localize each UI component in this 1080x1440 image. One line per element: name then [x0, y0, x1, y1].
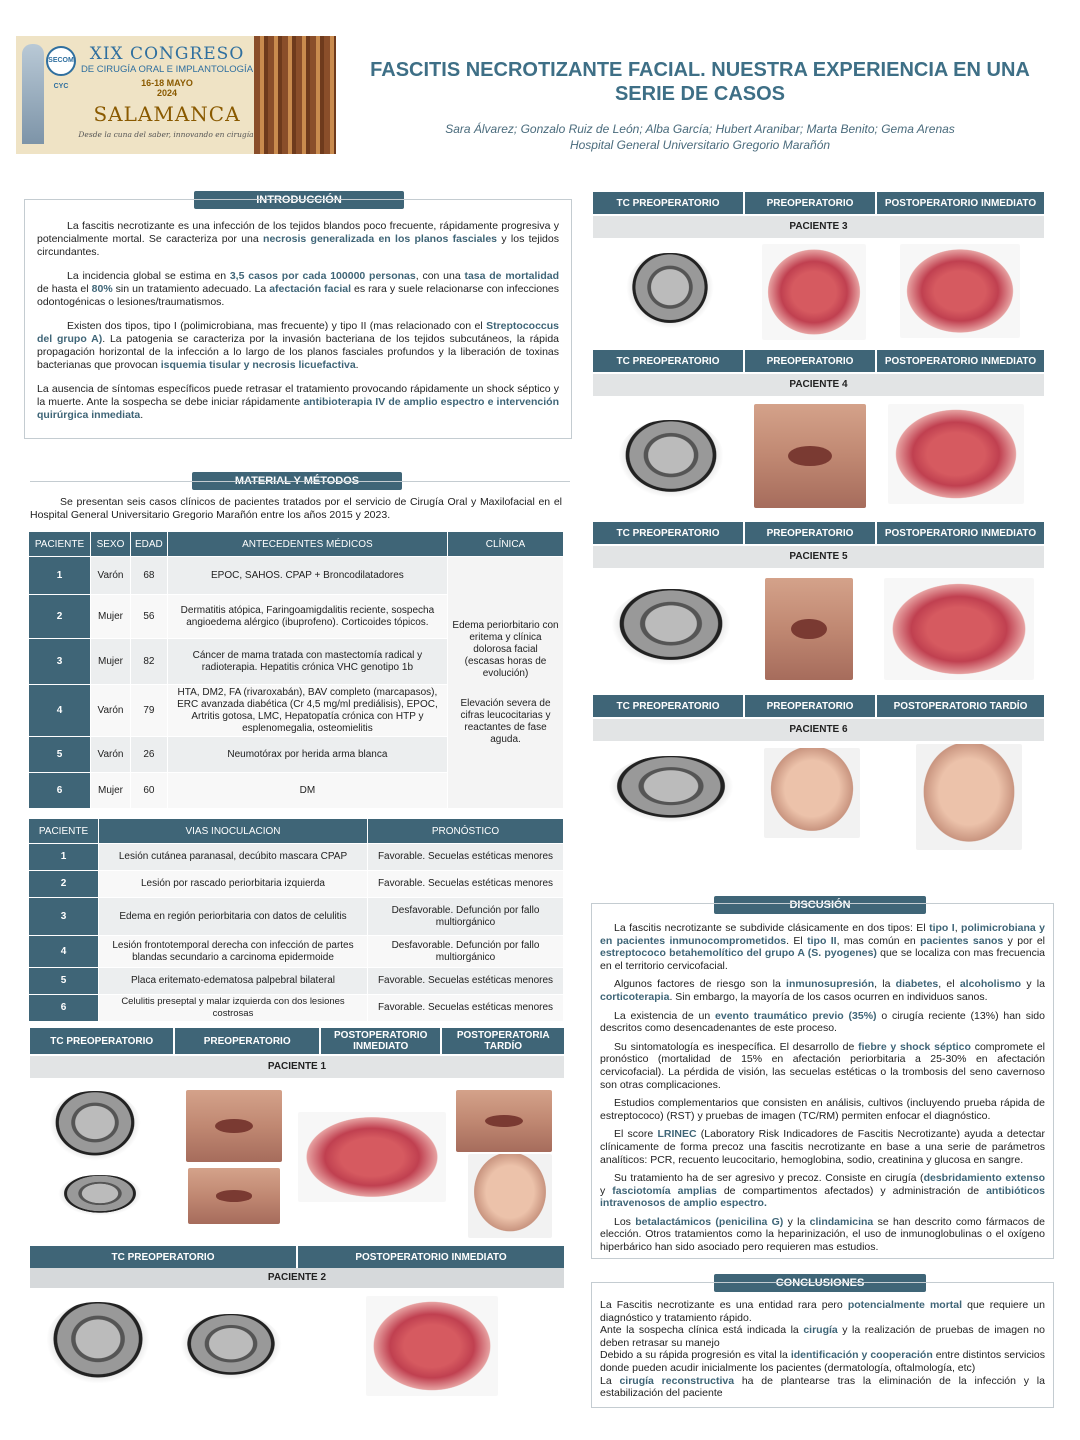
cell: 56 — [131, 595, 168, 639]
text: Su tratamiento ha de ser agresivo y precoz. Consiste en cirugía ( — [614, 1172, 924, 1185]
col-label: POSTOPERATORIA TARDÍO — [442, 1028, 564, 1054]
highlight: estreptococo betahemolítico del grupo A (S. pyogenes) — [600, 947, 877, 960]
cell: Cáncer de mama tratada con mastectomía radical y radioterapia. Hepatitis crónica VHC genotipo 1b — [167, 639, 447, 685]
text: El score — [614, 1128, 658, 1141]
text: se han descrito como fármacos de elección. Otros tratamientos como la heparinización, el uso de inmunoglobulinas o el oxígeno hiperbárico han sido asociado pero requieren mas estudios. — [600, 1215, 1045, 1254]
highlight: 80% — [91, 283, 113, 295]
cell: Varón — [91, 737, 131, 773]
text: , el — [938, 978, 960, 991]
text: La — [600, 1374, 620, 1387]
cell: 5 — [29, 737, 91, 773]
col-header: ANTECEDENTES MÉDICOS — [167, 532, 447, 557]
highlight: fasciotomía amplias — [612, 1184, 717, 1197]
col-label: POSTOPERATORIO INMEDIATO — [877, 350, 1044, 372]
cell: 6 — [29, 995, 99, 1022]
ct-scan-image — [50, 1170, 150, 1220]
text: (Laboratory Risk Indicadores de Fascitis Necrotizante) ayuda a detectar clínicamente de forma precoz una fascitis necrotizante en base a una serie de parámetros analíticos: PCR, recuento leucocitario, hemoglobina, sodio, creatinina y glucosa en sangre. — [600, 1128, 1045, 1166]
highlight: clindamicina — [809, 1215, 874, 1228]
patient-photo — [916, 744, 1022, 850]
cell: HTA, DM2, FA (rivaroxabán), BAV completo (marcapasos), ERC avanzada diabética (Cr 4,5 mg/ml prediálisis), EPOC, Artritis gotosa, LMC, Hepatopatía crónica con HTP y esplenomegalia, osteomielitis — [167, 685, 447, 737]
disc-paragraph: Estudios complementarios que consisten en análisis, cultivos (incluyendo prueba rápida de estreptococo) (RST) y pruebas de imagen (TC/RM) permiten enfocar el diagnóstico. — [600, 1097, 1045, 1122]
patient2-label: PACIENTE 2 — [30, 1268, 564, 1288]
table-row — [29, 557, 564, 595]
cell: Lesión frontotemporal derecha con infección de partes blandas secundario a carcinoma epidermoide — [99, 936, 368, 968]
col-label: TC PREOPERATORIO — [593, 350, 743, 372]
cell: Mujer — [91, 595, 131, 639]
text: . La patogenia se caracteriza por la invasión bacteriana de los tejidos subcutáneos, la rápida propagación horizontal de la infección a lo largo de los planos fasciales profundos y la liberación de toxinas bacterianas que provocan — [37, 333, 559, 371]
cell: Varón — [91, 557, 131, 595]
text: que requiere un diagnóstico y tratamiento rápido. — [600, 1299, 1045, 1324]
cell: DM — [167, 773, 447, 809]
cell: 82 — [131, 639, 168, 685]
text: ha de plantearse tras la eliminación de la infección y la estabilización del paciente — [600, 1374, 1045, 1400]
intro-box — [24, 199, 572, 439]
methods-header: MATERIAL Y MÉTODOS — [192, 472, 402, 490]
text: y — [600, 1184, 613, 1197]
disc-paragraph — [600, 922, 1045, 972]
intro-paragraph — [37, 320, 559, 372]
cell: Lesión por rascado periorbitaria izquierda — [99, 871, 368, 898]
cell: 26 — [131, 737, 168, 773]
text: Los — [614, 1215, 636, 1228]
text: , con una — [415, 270, 465, 282]
highlight: fiebre y shock séptico — [858, 1040, 971, 1053]
patient-photo — [468, 1154, 552, 1238]
text: Ante la sospecha clínica está indicada la — [600, 1324, 804, 1337]
disc-paragraph — [600, 1010, 1045, 1035]
highlight: afectación facial — [269, 283, 352, 295]
cell: Mujer — [91, 639, 131, 685]
conclusions-header: CONCLUSIONES — [714, 1274, 926, 1292]
col-label: POSTOPERATORIO INMEDIATO — [877, 192, 1044, 214]
conc-paragraph — [600, 1299, 1045, 1324]
text: y la realización de pruebas de imagen no deben retrasar su manejo — [600, 1324, 1045, 1349]
cell: 4 — [29, 685, 91, 737]
authors: Sara Álvarez; Gonzalo Ruiz de León; Alba García; Hubert Aranibar; Marta Benito; Gema Arenas — [445, 122, 955, 136]
highlight: isquemia tisular y necrosis licuefactiva — [160, 359, 356, 371]
cell: 68 — [131, 557, 168, 595]
highlight: identificación y cooperación — [790, 1349, 933, 1362]
col-label: TC PREOPERATORIO — [30, 1028, 173, 1054]
cell: 5 — [29, 968, 99, 995]
table-row — [29, 995, 564, 1022]
cell: Varón — [91, 685, 131, 737]
col-label: POSTOPERATORIO TARDÍO — [877, 695, 1044, 717]
col-label: PREOPERATORIO — [745, 522, 875, 544]
cell: 6 — [29, 773, 91, 809]
col-label: TC PREOPERATORIO — [593, 192, 743, 214]
logo-year: 2024 — [156, 88, 178, 98]
conc-paragraph — [600, 1375, 1045, 1400]
intro-paragraph — [37, 270, 559, 309]
patient-photo — [456, 1090, 552, 1152]
col-label: POSTOPERATORIO INMEDIATO — [321, 1028, 441, 1054]
col-label: PREOPERATORIO — [745, 350, 875, 372]
col-label: PREOPERATORIO — [175, 1028, 318, 1054]
highlight: antibioterapia IV de amplio espectro e intervención quirúrgica inmediata — [37, 396, 559, 421]
col-header: EDAD — [131, 532, 168, 557]
patient-photo — [186, 1090, 282, 1162]
cell: Desfavorable. Defunción por fallo multiorgánico — [368, 936, 564, 968]
cell: Favorable. Secuelas estéticas menores — [368, 995, 564, 1022]
patient3-image-header — [593, 192, 1044, 214]
highlight: cirugía reconstructiva — [619, 1374, 735, 1387]
text: La incidencia global se estima en — [67, 270, 230, 282]
cell: Placa eritemato-edematosa palpebral bilateral — [99, 968, 368, 995]
cell: EPOC, SAHOS. CPAP + Broncodilatadores — [167, 557, 447, 595]
col-header: PACIENTE — [29, 532, 91, 557]
text: , — [954, 922, 962, 934]
highlight: inmunosupresión — [786, 978, 875, 991]
congress-logo — [16, 36, 336, 154]
cell: Lesión cutánea paranasal, decúbito mascara CPAP — [99, 844, 368, 871]
institution: Hospital General Universitario Gregorio Marañón — [569, 138, 831, 152]
clinica-1: Edema periorbitario con eritema y clínica dolorosa facial (escasas horas de evolución) — [452, 619, 559, 679]
text: y por el — [1003, 934, 1045, 947]
highlight: corticoterapia — [600, 990, 670, 1003]
cell: Favorable. Secuelas estéticas menores — [368, 871, 564, 898]
patient1-label: PACIENTE 1 — [30, 1056, 564, 1078]
text: Su sintomatología es inespecífica. El desarrollo de — [614, 1040, 859, 1053]
highlight: polimicrobiana y en pacientes inmunocomprometidos — [600, 922, 1045, 947]
text: . Sin embargo, la mayoría de los casos ocurren en individuos sanos. — [669, 990, 988, 1003]
table-row — [29, 968, 564, 995]
patient-photo — [188, 1168, 280, 1224]
text: La fascitis necrotizante es una infección de los tejidos blandos poco frecuente, rápidamente progresiva y potencialmente mortal. Se caracteriza por una — [37, 220, 559, 245]
logo-city: SALAMANCA — [93, 102, 241, 126]
text: que se localiza con mas frecuencia en el territorio cervicofacial. — [600, 947, 1045, 972]
text: La Fascitis necrotizante es una entidad rara pero — [600, 1299, 848, 1311]
highlight: tipo I — [929, 922, 955, 934]
cell: Edema en región periorbitaria con datos de celulitis — [99, 898, 368, 936]
cell: Favorable. Secuelas estéticas menores — [368, 844, 564, 871]
discussion-header: DISCUSIÓN — [714, 896, 926, 914]
ct-scan-image — [40, 1082, 150, 1168]
patient6-image-header — [593, 695, 1044, 717]
ct-scan-image — [596, 748, 746, 830]
disc-paragraph — [600, 1172, 1045, 1210]
highlight: diabetes — [895, 978, 939, 991]
text: sin un tratamiento adecuado. La — [112, 283, 270, 295]
highlight: tasa de mortalidad — [464, 270, 559, 282]
table-row — [29, 871, 564, 898]
highlight: Streptococcus del grupo A) — [37, 320, 559, 345]
clinica-2: Elevación severa de cifras leucocitarias y reactantes de fase aguda. — [460, 697, 551, 745]
ct-scan-image — [618, 244, 722, 336]
cell: Desfavorable. Defunción por fallo multiorgánico — [368, 898, 564, 936]
conclusions-box — [591, 1282, 1054, 1408]
intro-paragraph — [37, 383, 559, 422]
col-header: CLÍNICA — [448, 532, 564, 557]
ct-scan-image — [600, 580, 742, 674]
text: y la — [1021, 978, 1045, 991]
col-label: POSTOPERATORIO INMEDIATO — [298, 1246, 564, 1268]
cell: 3 — [29, 639, 91, 685]
highlight: antibióticos intravenosos de amplio espectro. — [600, 1184, 1046, 1210]
discussion-box — [591, 903, 1054, 1259]
text: Debido a su rápida progresión es vital la — [600, 1349, 791, 1362]
col-label: TC PREOPERATORIO — [593, 695, 743, 717]
text: de compartimentos afectados) y administración de — [716, 1184, 987, 1197]
text: Algunos factores de riesgo son la — [614, 978, 787, 991]
poster-title: FASCITIS NECROTIZANTE FACIAL. NUESTRA EXPERIENCIA EN UNA SERIE DE CASOS — [370, 59, 1030, 105]
cell: Favorable. Secuelas estéticas menores — [368, 968, 564, 995]
text: y la — [783, 1215, 810, 1228]
cell: 2 — [29, 595, 91, 639]
patient2-image-header — [30, 1246, 564, 1268]
patient-photo — [298, 1112, 446, 1202]
cell: 2 — [29, 871, 99, 898]
patient-photo — [366, 1296, 498, 1396]
cell: 4 — [29, 936, 99, 968]
text: , mas común en — [836, 934, 921, 947]
patient1-image-header — [30, 1028, 564, 1054]
highlight: alcoholismo — [959, 978, 1022, 991]
patient6-label: PACIENTE 6 — [593, 719, 1044, 741]
text: y los tejidos circundantes. — [37, 233, 559, 258]
cell: Celulitis preseptal y malar izquierda con dos lesiones costrosas — [99, 995, 368, 1022]
disc-paragraph — [600, 1128, 1045, 1166]
table-row — [29, 898, 564, 936]
patient-photo — [754, 404, 866, 508]
cell: Dermatitis atópica, Faringoamigdalitis reciente, sospecha angioedema alérgico (ibuprofeno). Corticoides tópicos. — [167, 595, 447, 639]
highlight: 3,5 casos por cada 100000 personas — [229, 270, 416, 282]
highlight: evento traumático previo (35%) — [715, 1009, 877, 1022]
table-row — [29, 844, 564, 871]
disc-paragraph — [600, 978, 1045, 1003]
cathedral-facade-graphic — [254, 36, 336, 154]
patient-photo — [888, 404, 1024, 504]
highlight: necrosis generalizada en los planos fasciales — [263, 233, 498, 245]
text: de hasta el — [37, 283, 92, 295]
clinica-cell — [448, 557, 564, 809]
logo-dates: 16-18 MAYO — [141, 78, 193, 88]
intro-header: INTRODUCCIÓN — [194, 191, 404, 209]
text: La existencia de un — [614, 1009, 716, 1022]
col-header: VIAS INOCULACION — [99, 819, 368, 844]
cell: Mujer — [91, 773, 131, 809]
conc-paragraph — [600, 1349, 1045, 1374]
text: , la — [874, 978, 896, 991]
highlight: betalactámicos (penicilina G) — [635, 1215, 784, 1228]
authors-block — [360, 121, 1040, 153]
cell: 60 — [131, 773, 168, 809]
patient4-label: PACIENTE 4 — [593, 374, 1044, 396]
highlight: potencialmente mortal — [847, 1299, 963, 1311]
methods-text: Se presentan seis casos clínicos de pacientes tratados por el servicio de Cirugía Oral y Maxilofacial en el Hospital General Universitario Gregorio Marañón entre los años 2015 y 2023. — [30, 496, 562, 521]
highlight: tipo II — [807, 934, 837, 947]
highlight: pacientes sanos — [920, 934, 1004, 947]
patients-table — [28, 531, 564, 809]
cell: Neumotórax por herida arma blanca — [167, 737, 447, 773]
text: La ausencia de síntomas específicos puede retrasar el tratamiento provocando rápidamente un shock séptico y la muerte. Ante la sospecha se debe iniciar rápidamente — [37, 383, 559, 408]
cell: 1 — [29, 557, 91, 595]
logo-line-1: XIX CONGRESO — [89, 44, 245, 64]
col-header: SEXO — [91, 532, 131, 557]
highlight: desbridamiento extenso — [923, 1172, 1046, 1185]
col-label: TC PREOPERATORIO — [593, 522, 743, 544]
patient5-image-header — [593, 522, 1044, 544]
col-label: PREOPERATORIO — [745, 192, 875, 214]
col-label: TC PREOPERATORIO — [30, 1246, 296, 1268]
ct-scan-image — [170, 1306, 292, 1386]
cell: 79 — [131, 685, 168, 737]
patient5-label: PACIENTE 5 — [593, 546, 1044, 568]
col-header: PRONÓSTICO — [368, 819, 564, 844]
highlight: LRINEC — [657, 1128, 697, 1141]
methods-divider — [30, 481, 570, 482]
col-label: PREOPERATORIO — [745, 695, 875, 717]
logo-line-2: DE CIRUGÍA ORAL E IMPLANTOLOGÍA — [80, 64, 254, 75]
ct-scan-image — [608, 410, 734, 506]
highlight: cirugía — [803, 1324, 838, 1337]
ct-scan-image — [36, 1292, 160, 1392]
text: compromete el pronóstico (mortalidad de 15% en afectación periorbitaria a 25-30% en afectación cervicofacial). La pérdida de visión, las secuelas estéticas o la trombosis del seno cavernoso son otras complicaciones. — [600, 1040, 1045, 1091]
text: . El — [786, 934, 808, 947]
col-label: POSTOPERATORIO INMEDIATO — [877, 522, 1044, 544]
col-header: PACIENTE — [29, 819, 99, 844]
text: es rara y suele relacionarse con infecciones odontogénicas o lesiones/traumatismos. — [37, 283, 560, 308]
disc-paragraph — [600, 1216, 1045, 1254]
patient3-label: PACIENTE 3 — [593, 216, 1044, 238]
disc-paragraph — [600, 1041, 1045, 1091]
secom-seal: SECOM CYC — [46, 46, 76, 76]
text: Existen dos tipos, tipo I (polimicrobiana, mas frecuente) y tipo II (mas relacionado con el — [67, 320, 487, 332]
patient-photo — [762, 244, 866, 340]
patient-photo — [900, 244, 1020, 338]
text: o cirugía reciente (13%) han sido descritos como desencadenantes de este proceso. — [600, 1009, 1045, 1035]
patient-photo — [765, 578, 853, 680]
cell: 3 — [29, 898, 99, 936]
intro-paragraph — [37, 220, 559, 259]
patient-photo — [764, 748, 860, 838]
text: . — [140, 409, 144, 421]
cell: 1 — [29, 844, 99, 871]
conc-paragraph — [600, 1324, 1045, 1349]
inoculation-table — [28, 818, 564, 1022]
patient4-image-header — [593, 350, 1044, 372]
patient-photo — [884, 578, 1034, 680]
text: La fascitis necrotizante se subdivide clásicamente en dos tipos: El — [614, 922, 930, 934]
text: entre distintos servicios donde pueden acudir inicialmente los pacientes (dermatología, oftalmología, etc) — [600, 1349, 1046, 1374]
text: . — [355, 359, 359, 371]
table-row — [29, 936, 564, 968]
cathedral-tower-graphic — [22, 44, 44, 144]
logo-motto: Desde la cuna del saber, innovando en cirugía — [78, 130, 254, 139]
